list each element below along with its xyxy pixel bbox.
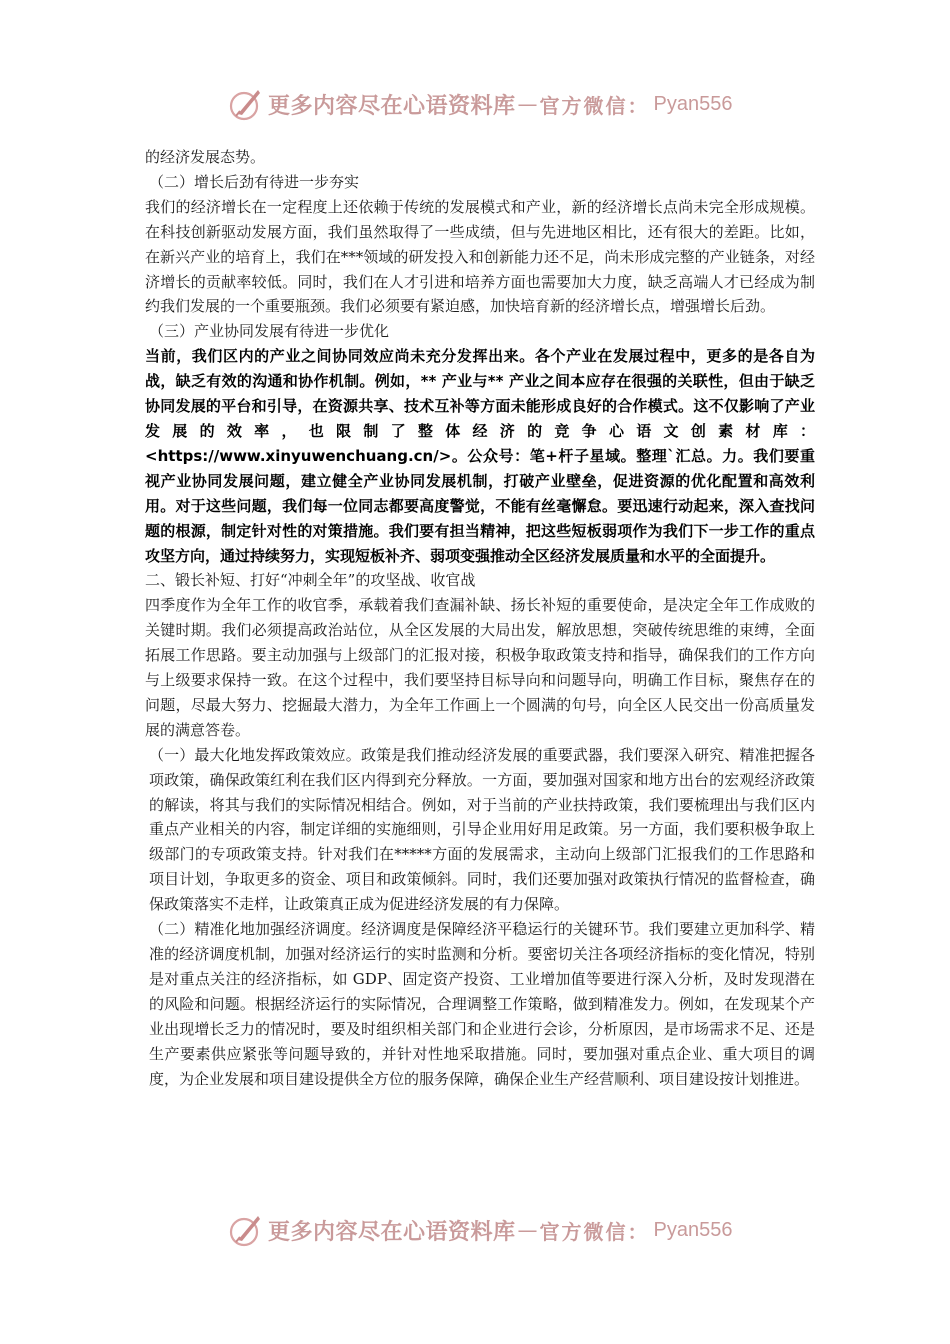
- paragraph: 的经济发展态势。: [145, 148, 266, 166]
- banner-wechat-label: 官方微信：: [539, 93, 650, 118]
- banner-wechat-id: Pyan556: [653, 1218, 733, 1241]
- paragraph: 当前，我们区内的产业之间协同效应尚未充分发挥出来。各个产业在发展过程中，更多的是各自为战，缺乏有效的沟通和协作机制。例如，** 产业与** 产业之间本应存在很强的关联性，但由于缺乏协同发展的平台和引导，在资源共享、技术互补等方面未能形成良好的合作模式。这不仅影响了产业发展的效率，也限制了整体经济的竞争心语文创素材库：<https://www.xinyuwenchuang.cn/>。公众号：笔+杆子星域。整理`汇总。力。我们要重视产业协同发展问题，建立健全产业协同发展机制，打破产业壁垒，促进资源的优化配置和高效利用。对于这些问题，我们每一位同志都要高度警觉，不能有丝毫懈怠。要迅速行动起来，深入查找问题的根源，制定针对性的对策措施。我们要有担当精神，把这些短板弱项作为我们下一步工作的重点攻坚方向，通过持续努力，实现短板补齐、弱项变强推动全区经济发展质量和水平的全面提升。: [145, 347, 815, 565]
- banner-separator: —: [517, 1218, 538, 1242]
- banner-separator: —: [517, 92, 538, 116]
- banner-wechat-id: Pyan556: [653, 92, 733, 115]
- section-heading: （二）增长后劲有待进一步夯实: [149, 172, 360, 191]
- section-heading: （三）产业协同发展有待进一步优化: [149, 322, 390, 341]
- banner-title: 更多内容尽在心语资料库: [268, 1218, 516, 1245]
- banner-wechat-label: 官方微信：: [539, 1219, 650, 1244]
- quill-pen-logo-icon: [228, 86, 264, 122]
- paragraph: （二）精准化地加强经济调度。经济调度是保障经济平稳运行的关键环节。我们要建立更加科学、精准的经济调度机制，加强对经济运行的实时监测和分析。要密切关注各项经济指标的变化情况，特别是对重点关注的经济指标，如 GDP、固定资产投资、工业增加值等要进行深入分析，及时发现潜在的风险和问题。根据经济运行的实际情况，合理调整工作策略，做到精准发力。例如，在发现某个产业出现增长乏力的情况时，要及时组织相关部门和企业进行会诊，分析原因，是市场需求不足、还是生产要素供应紧张等问题导致的，并针对性地采取措施。同时，要加强对重点企业、重大项目的调度，为企业发展和项目建设提供全方位的服务保障，确保企业生产经营顺利、项目建设按计划推进。: [149, 920, 815, 1088]
- quill-pen-logo-icon: [228, 1212, 264, 1248]
- paragraph: 四季度作为全年工作的收官季，承载着我们查漏补缺、扬长补短的重要使命，是决定全年工作成败的关键时期。我们必须提高政治站位，从全区发展的大局出发，解放思想，突破传统思维的束缚，全面拓展工作思路。要主动加强与上级部门的汇报对接，积极争取政策支持和指导，确保我们的工作方向与上级要求保持一致。在这个过程中，我们要坚持目标导向和问题导向，明确工作目标，聚焦存在的问题，尽最大努力、挖掘最大潜力，为全年工作画上一个圆满的句号，向全区人民交出一份高质量发展的满意答卷。: [145, 596, 815, 739]
- document-body: [145, 145, 815, 1091]
- paragraph: 我们的经济增长在一定程度上还依赖于传统的发展模式和产业，新的经济增长点尚未完全形成规模。在科技创新驱动发展方面，我们虽然取得了一些成绩，但与先进地区相比，还有很大的差距。比如，在新兴产业的培育上，我们在***领域的研发投入和创新能力还不足，尚未形成完整的产业链条，对经济增长的贡献率较低。同时，我们在人才引进和培养方面也需要加大力度，缺乏高端人才已经成为制约我们发展的一个重要瓶颈。我们必须要有紧迫感，加快培育新的经济增长点，增强增长后劲。: [145, 197, 815, 316]
- section-heading: 二、锻长补短、打好“冲刺全年”的攻坚战、收官战: [145, 571, 476, 590]
- footer-banner: [228, 1210, 732, 1250]
- banner-title: 更多内容尽在心语资料库: [268, 92, 516, 119]
- header-banner: [228, 84, 732, 124]
- paragraph: （一）最大化地发挥政策效应。政策是我们推动经济发展的重要武器，我们要深入研究、精准把握各项政策，确保政策红利在我们区内得到充分释放。一方面，要加强对国家和地方出台的宏观经济政策的解读，将其与我们的实际情况相结合。例如，对于当前的产业扶持政策，我们要梳理出与我们区内重点产业相关的内容，制定详细的实施细则，引导企业用好用足政策。另一方面，我们要积极争取上级部门的专项政策支持。针对我们在*****方面的发展需求，主动向上级部门汇报我们的工作思路和项目计划，争取更多的资金、项目和政策倾斜。同时，我们还要加强对政策执行情况的监督检查，确保政策落实不走样，让政策真正成为促进经济发展的有力保障。: [149, 745, 815, 914]
